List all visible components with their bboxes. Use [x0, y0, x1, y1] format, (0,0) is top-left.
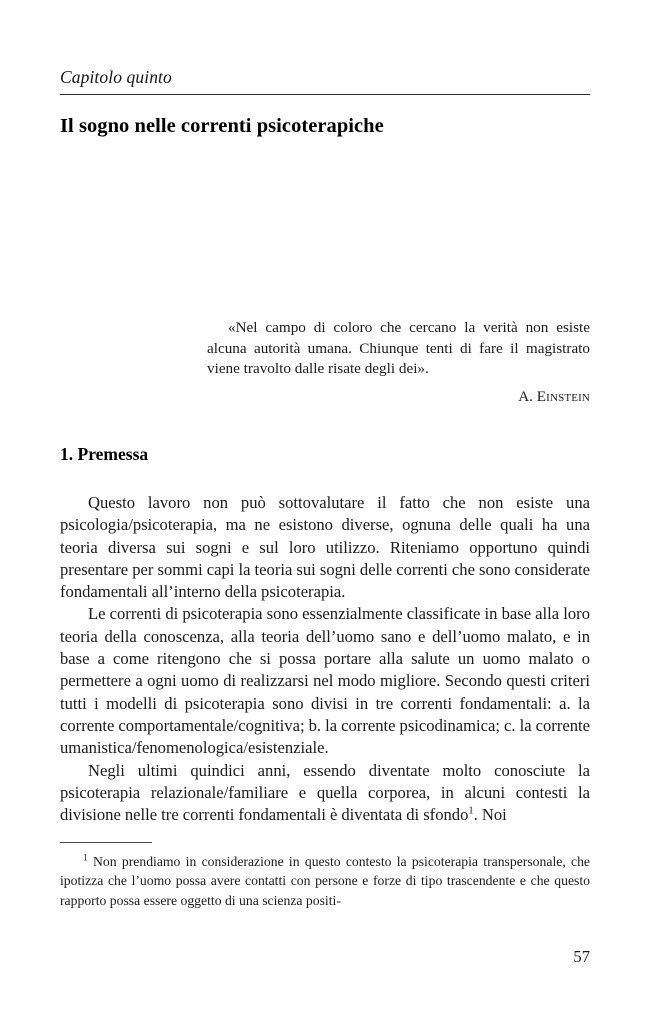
chapter-title: Il sogno nelle correnti psicoterapiche	[60, 114, 384, 137]
footnote-body: Non prendiamo in considerazione in questo contesto la psicoterapia transpersonale, che ipotizza che l’uomo possa avere contatti con persone e forze di tipo trascendente e che questo rapporto possa essere oggetto di una scienza positi-	[60, 854, 591, 908]
footnote-separator-rule	[60, 842, 152, 843]
body-text	[60, 492, 590, 826]
page-number: 57	[573, 947, 590, 966]
epigraph-attribution	[207, 387, 590, 407]
epigraph-block	[207, 318, 590, 407]
chapter-label: Capitolo quinto	[60, 67, 172, 87]
body-paragraph: Le correnti di psicoterapia sono essenzialmente classificate in base alla loro teoria della conoscenza, alla teoria dell’uomo sano e dell’uomo malato, e in base a come ritengono che si possa portare alla salute un uomo malato o permettere a ogni uomo di realizzarsi nel modo migliore. Secondo questi criteri tutti i modelli di psicoterapia sono divisi in tre correnti fondamentali: a. la corrente comportamentale/cognitiva; b. la corrente psicodinamica; c. la corrente umanistica/fenomenologica/esistenziale.	[60, 604, 590, 758]
body-paragraph-text: Negli ultimi quindici anni, essendo diventate molto conosciute la psicoterapia relazionale/familiare e quella corporea, in alcuni contesti la divisione nelle tre correnti fondamentali è diventata di sfondo	[60, 760, 590, 825]
section-heading: 1. Premessa	[60, 443, 149, 464]
epigraph-attribution-initial: A.	[518, 387, 537, 405]
footnote-text	[60, 852, 590, 910]
header-divider-rule	[60, 94, 590, 95]
footnote-reference-marker[interactable]: 1	[468, 805, 474, 817]
body-paragraph-text-tail: . Noi	[473, 805, 507, 825]
body-paragraph-with-footnote	[60, 760, 590, 827]
epigraph-quote: «Nel campo di coloro che cercano la verità non esiste alcuna autorità umana. Chiunque tenti di fare il magistrato viene travolto dalle risate degli dei».	[207, 319, 590, 377]
footnote-block	[60, 852, 590, 910]
epigraph-attribution-name: Einstein	[536, 387, 590, 405]
footnote-number-marker: 1	[83, 853, 88, 864]
body-paragraph: Questo lavoro non può sottovalutare il fatto che non esiste una psicologia/psicoterapia, ma ne esistono diverse, ognuna delle quali ha una teoria diversa sui sogni e sul loro utilizzo. Riteniamo opportuno quindi presentare per sommi capi la teoria sui sogni delle correnti che sono considerate fondamentali all’interno della psicoterapia.	[60, 493, 590, 602]
